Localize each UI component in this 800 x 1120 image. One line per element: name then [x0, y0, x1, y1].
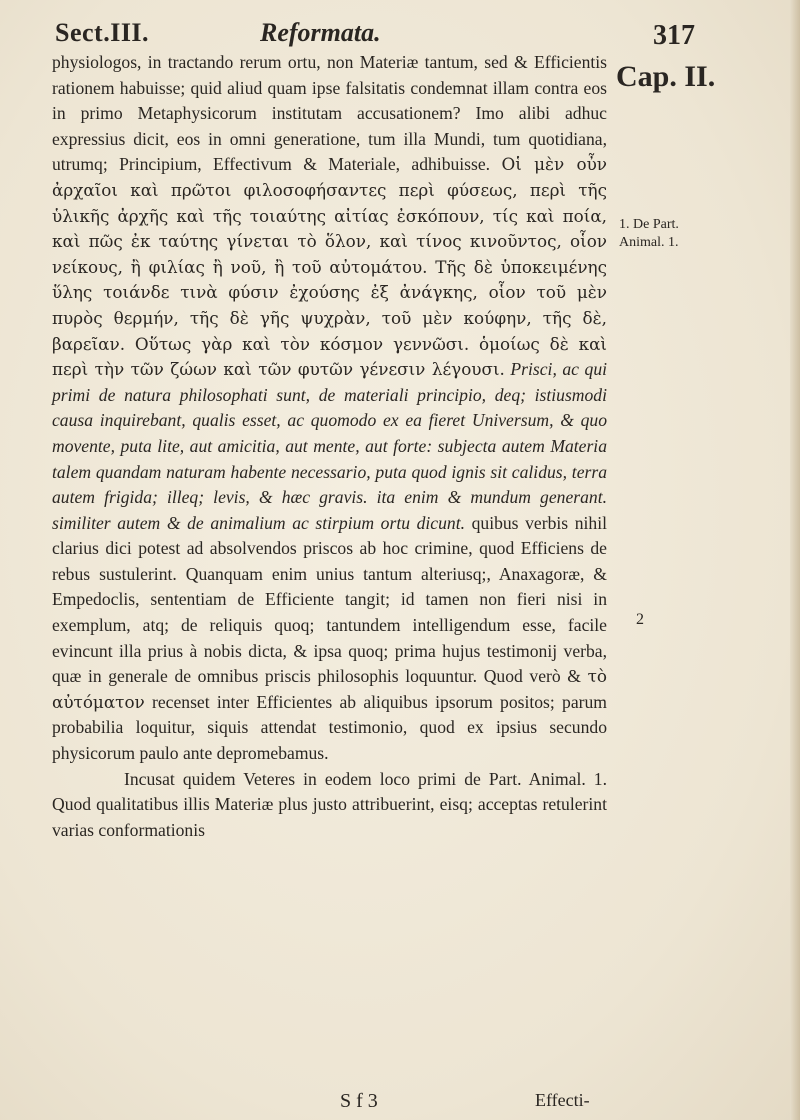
section-heading: Sect.III. — [55, 18, 150, 47]
catchword: Effecti- — [535, 1090, 590, 1110]
main-text — [52, 50, 607, 843]
paragraph-2: Incusat quidem Veteres in eodem loco primi de Part. Animal. 1. Quod qualitatibus illis Materiæ plus justo attribuerint, eisq; acceptas retulerint varias conformationis — [52, 768, 607, 840]
latin-text-continued: quibus verbis nihil clarius dici potest ad absolvendos priscos ab hoc crimine, quod Efficiens de rebus sustulerint. Quanquam enim unius tantum alteriusq;, Anaxagoræ, & Empedoclis, sententiam de Efficiente tangit; id tamen non fieri nisi in exemplum, atq; de reliquis quoq; tantundem intelligendum esse, facile evincunt illa prius à nobis dicta, & ipsa quoq; prima hujus testimonij verba, quæ in generale de omnibus priscis philosophis loquuntur. Quod verò & — [52, 512, 607, 687]
margin-note-reference: 1. De Part. Animal. 1. — [619, 217, 679, 250]
margin-note-number: 2 — [636, 611, 644, 628]
greek-inline-term: τὸ αὐτόματον — [52, 666, 607, 712]
running-title: Reformata. — [260, 18, 381, 47]
latin-text-end: recenset inter Efficientes ab aliquibus ipsorum positos; parum probabilia loquitur, siquis attendat testimonio, quod ex ipsius secundo physicorum paulo ante depromebamus. — [52, 691, 607, 764]
chapter-marker: Cap. II. — [616, 60, 716, 93]
greek-quotation: Οἱ μὲν οὖν ἀρχαῖοι καὶ πρῶτοι φιλοσοφήσαντες περὶ φύσεως, περὶ τῆς ὑλικῆς ἀρχῆς καὶ τῆς τοιαύτης αἰτίας ἐσκόπουν, τίς καὶ ποία, καὶ πῶς ἐκ ταύτης γίνεται τὸ ὅλον, καὶ τίνος κινοῦντος, οἷον νείκους, ἢ φιλίας ἢ νοῦ, ἢ τοῦ αὐτομάτου. Τῆς δὲ ὑποκειμένης ὕλης τοιάνδε τινὰ φύσιν ἐχούσης ἐξ ἀνάγκης, οἷον τοῦ μὲν πυρὸς θερμήν, τῆς δὲ γῆς ψυχρὰν, τοῦ μὲν κούφην, τῆς δὲ, βαρεῖαν. Οὕτως γὰρ καὶ τὸν κόσμον γεννῶσι. ὁμοίως δὲ καὶ περὶ τὴν τῶν ζώων καὶ τῶν φυτῶν γένεσιν λέγουσι. — [52, 154, 607, 380]
latin-translation: Prisci, ac qui primi de natura philosophati sunt, de materiali principio, deq; istiusmodi causa inquirebant, qualis esset, ac quomodo ex ea fieret Universum, & quo movente, puta lite, aut amicitia, aut mente, aut forte: subjecta autem Materia talem quandam naturam habente necessario, puta quod ignis sit calidus, terra autem frigida; illeq; levis, & hæc gravis. ita enim & mundum generant. similiter autem & de animalium ac stirpium ortu dicunt. — [52, 359, 608, 533]
latin-text: physiologos, in tractando rerum ortu, non Materiæ tantum, sed & Efficientis rationem habuisse; quid aliud quam ipse falsitatis condemnat illam contra eos in primo Metaphysicorum institutam accusationem? Imo alibi adhuc expressius dicit, eos in omni generatione, tum illa Mundi, tum quotidiana, utrumq; Principium, Effectivum & Materiale, adhibuisse. — [52, 52, 607, 175]
paragraph-1 — [52, 50, 607, 767]
signature-mark: S f 3 — [340, 1090, 378, 1112]
page-edge — [790, 0, 800, 1120]
page-header — [55, 14, 715, 54]
page-number: 317 — [653, 20, 695, 51]
